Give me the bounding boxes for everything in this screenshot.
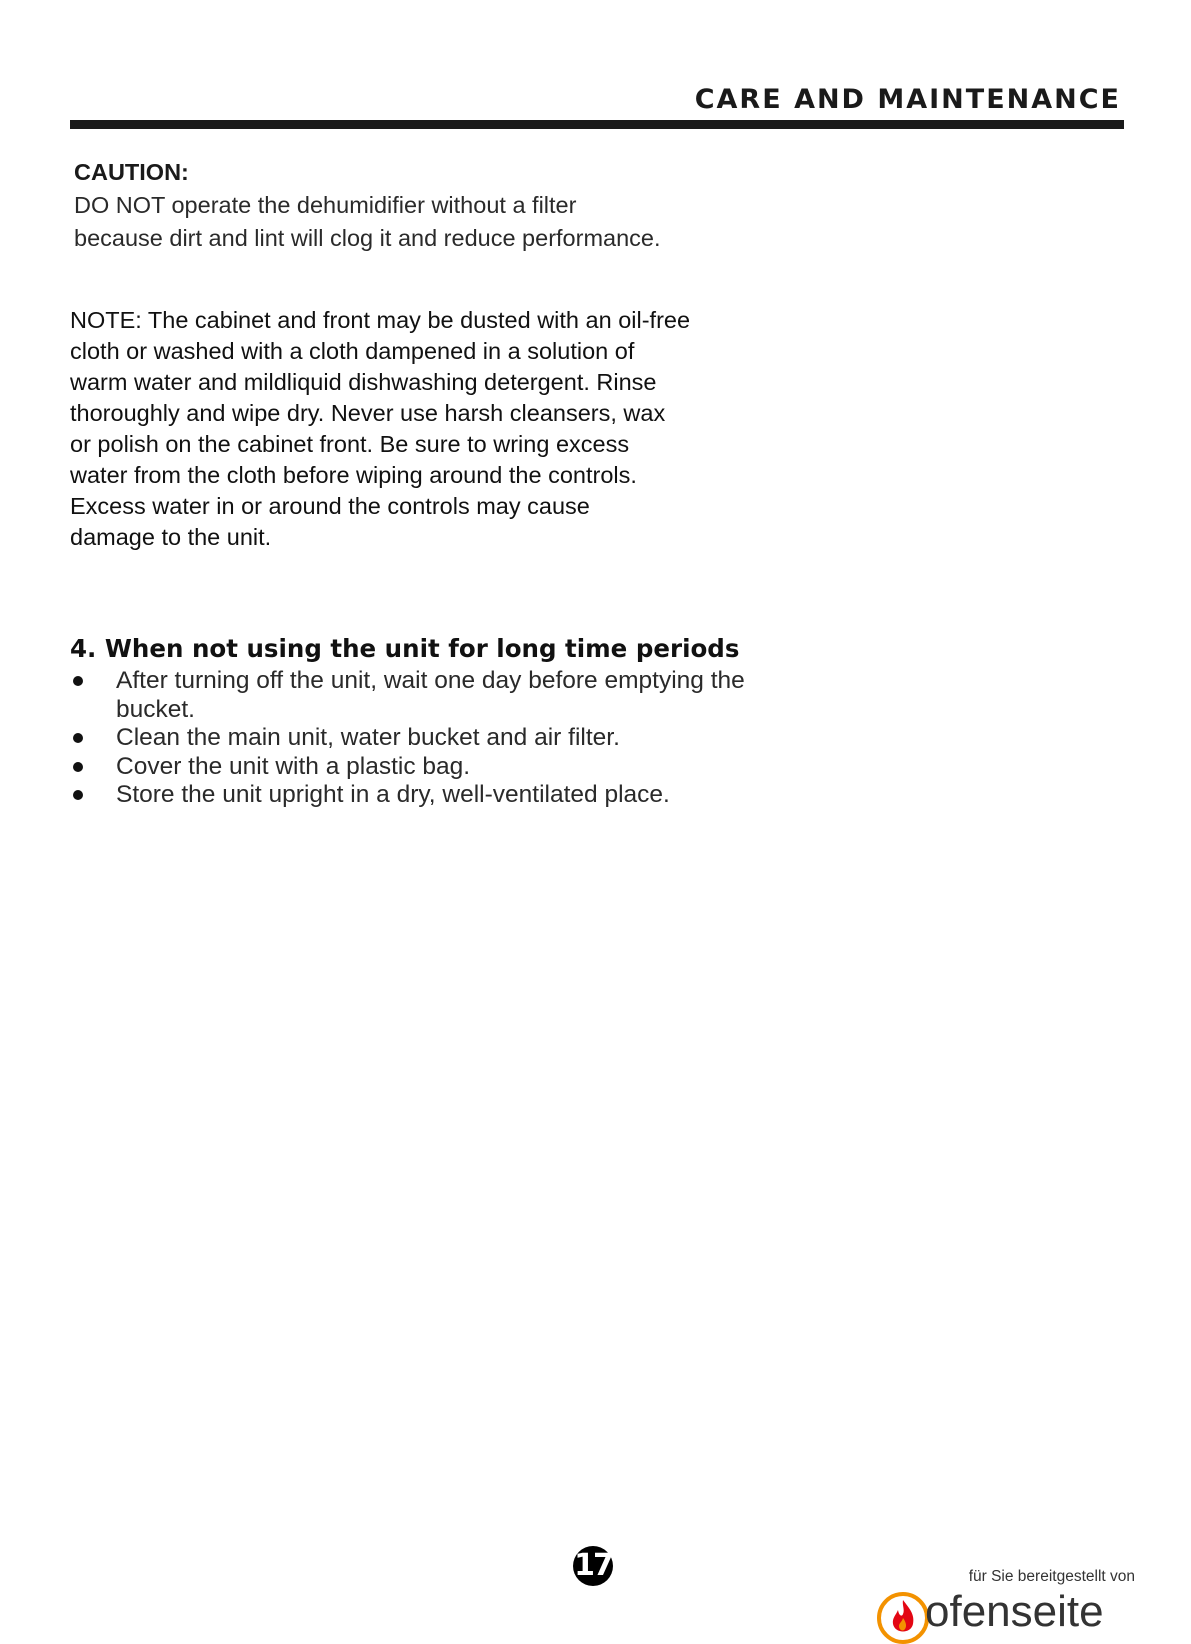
bullet-icon (73, 733, 83, 743)
bullet-icon (73, 676, 83, 686)
bullet-icon (73, 762, 83, 772)
list-item-text: Cover the unit with a plastic bag. (116, 752, 471, 780)
note-line: thoroughly and wipe dry. Never use harsh cleansers, wax (70, 400, 666, 426)
note-line: Excess water in or around the controls may cause (70, 493, 590, 519)
note-paragraph (70, 305, 770, 553)
brand-badge (855, 1568, 1135, 1644)
note-line: cloth or washed with a cloth dampened in a solution of (70, 338, 635, 364)
brand-tagline: für Sie bereitgestellt von (968, 1568, 1135, 1585)
section-heading: 4. When not using the unit for long time periods (70, 634, 740, 663)
list-item-text: Clean the main unit, water bucket and air filter. (116, 724, 620, 751)
caution-line: DO NOT operate the dehumidifier without a filter (74, 192, 577, 218)
note-line: damage to the unit. (70, 524, 272, 550)
list-item (70, 724, 770, 753)
list-item (70, 753, 770, 782)
caution-block (74, 156, 794, 255)
note-line: NOTE: The cabinet and front may be dusted with an oil-free (70, 307, 691, 333)
page-header-title: CARE AND MAINTENANCE (694, 84, 1121, 115)
page-number: 17 (573, 1546, 613, 1586)
note-line: or polish on the cabinet front. Be sure to wring excess (70, 431, 630, 457)
storage-bullet-list (70, 667, 770, 810)
caution-heading: CAUTION: (74, 159, 189, 185)
caution-line: because dirt and lint will clog it and reduce performance. (74, 225, 661, 251)
brand-name: ofenseite (925, 1587, 1104, 1636)
header-divider (70, 120, 1124, 129)
list-item (70, 781, 770, 810)
note-line: water from the cloth before wiping around the controls. (70, 462, 637, 488)
list-item (70, 667, 770, 724)
note-line: warm water and mildliquid dishwashing detergent. Rinse (70, 369, 657, 395)
list-item-text: After turning off the unit, wait one day before emptying the bucket. (116, 667, 745, 723)
list-item-text: Store the unit upright in a dry, well-ventilated place. (116, 781, 670, 808)
flame-icon (875, 1588, 931, 1644)
bullet-icon (73, 790, 83, 800)
